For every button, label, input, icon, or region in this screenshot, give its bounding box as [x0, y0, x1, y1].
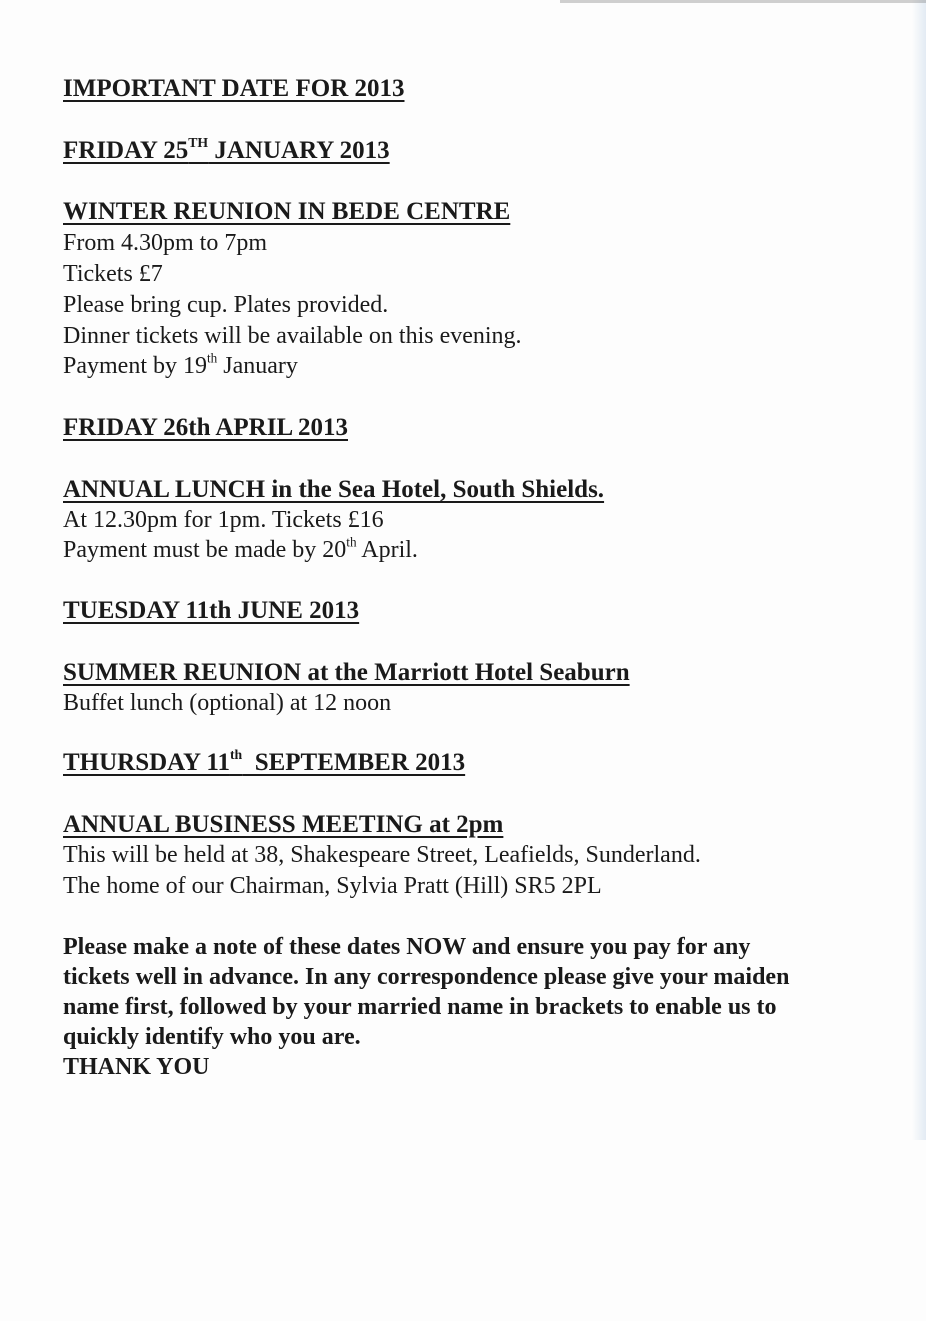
date-text: THURSDAY 11 [63, 749, 230, 776]
thank-you: THANK YOU [63, 1054, 210, 1080]
event-date-september [63, 747, 466, 776]
detail-text: April. [356, 537, 418, 563]
event-detail-line [63, 350, 298, 379]
date-ordinal: th [207, 350, 218, 366]
event-heading-annual-lunch: ANNUAL LUNCH in the Sea Hotel, South Shields. [63, 476, 605, 503]
event-heading-business-meeting: ANNUAL BUSINESS MEETING at 2pm [63, 811, 504, 838]
detail-text: January [217, 353, 298, 379]
event-date-june: TUESDAY 11th JUNE 2013 [63, 597, 360, 624]
date-ordinal: TH [188, 135, 209, 150]
event-detail-line [63, 534, 418, 563]
event-detail-line: This will be held at 38, Shakespeare Street, Leafields, Sunderland. [63, 842, 701, 868]
event-date-january [63, 135, 390, 164]
event-detail-line: Tickets £7 [63, 261, 163, 287]
detail-text: Payment must be made by 20 [63, 537, 347, 563]
date-ordinal: th [229, 747, 243, 762]
event-heading-winter-reunion: WINTER REUNION IN BEDE CENTRE [63, 198, 511, 225]
event-date-april: FRIDAY 26th APRIL 2013 [63, 414, 348, 441]
scan-edge-mark [560, 0, 926, 3]
date-text: FRIDAY 25 [63, 137, 189, 164]
event-detail-line: Buffet lunch (optional) at 12 noon [63, 690, 392, 716]
notice-line: quickly identify who you are. [63, 1024, 361, 1050]
date-ordinal: th [346, 534, 357, 550]
event-heading-summer-reunion: SUMMER REUNION at the Marriott Hotel Seaburn [63, 659, 630, 686]
event-detail-line: At 12.30pm for 1pm. Tickets £16 [63, 507, 384, 533]
event-detail-line: The home of our Chairman, Sylvia Pratt (Hill) SR5 2PL [63, 873, 602, 899]
date-text: JANUARY 2013 [208, 137, 390, 164]
detail-text: Payment by 19 [63, 353, 207, 379]
date-text: SEPTEMBER 2013 [242, 749, 466, 776]
notice-line: tickets well in advance. In any correspondence please give your maiden [63, 964, 790, 990]
event-detail-line: Please bring cup. Plates provided. [63, 292, 389, 318]
event-detail-line: Dinner tickets will be available on this evening. [63, 323, 522, 349]
scan-edge-shadow [912, 0, 926, 1140]
event-detail-line: From 4.30pm to 7pm [63, 230, 268, 256]
notice-line: Please make a note of these dates NOW and ensure you pay for any [63, 934, 751, 960]
page-title: IMPORTANT DATE FOR 2013 [63, 75, 405, 102]
notice-line: name first, followed by your married name in brackets to enable us to [63, 994, 777, 1020]
